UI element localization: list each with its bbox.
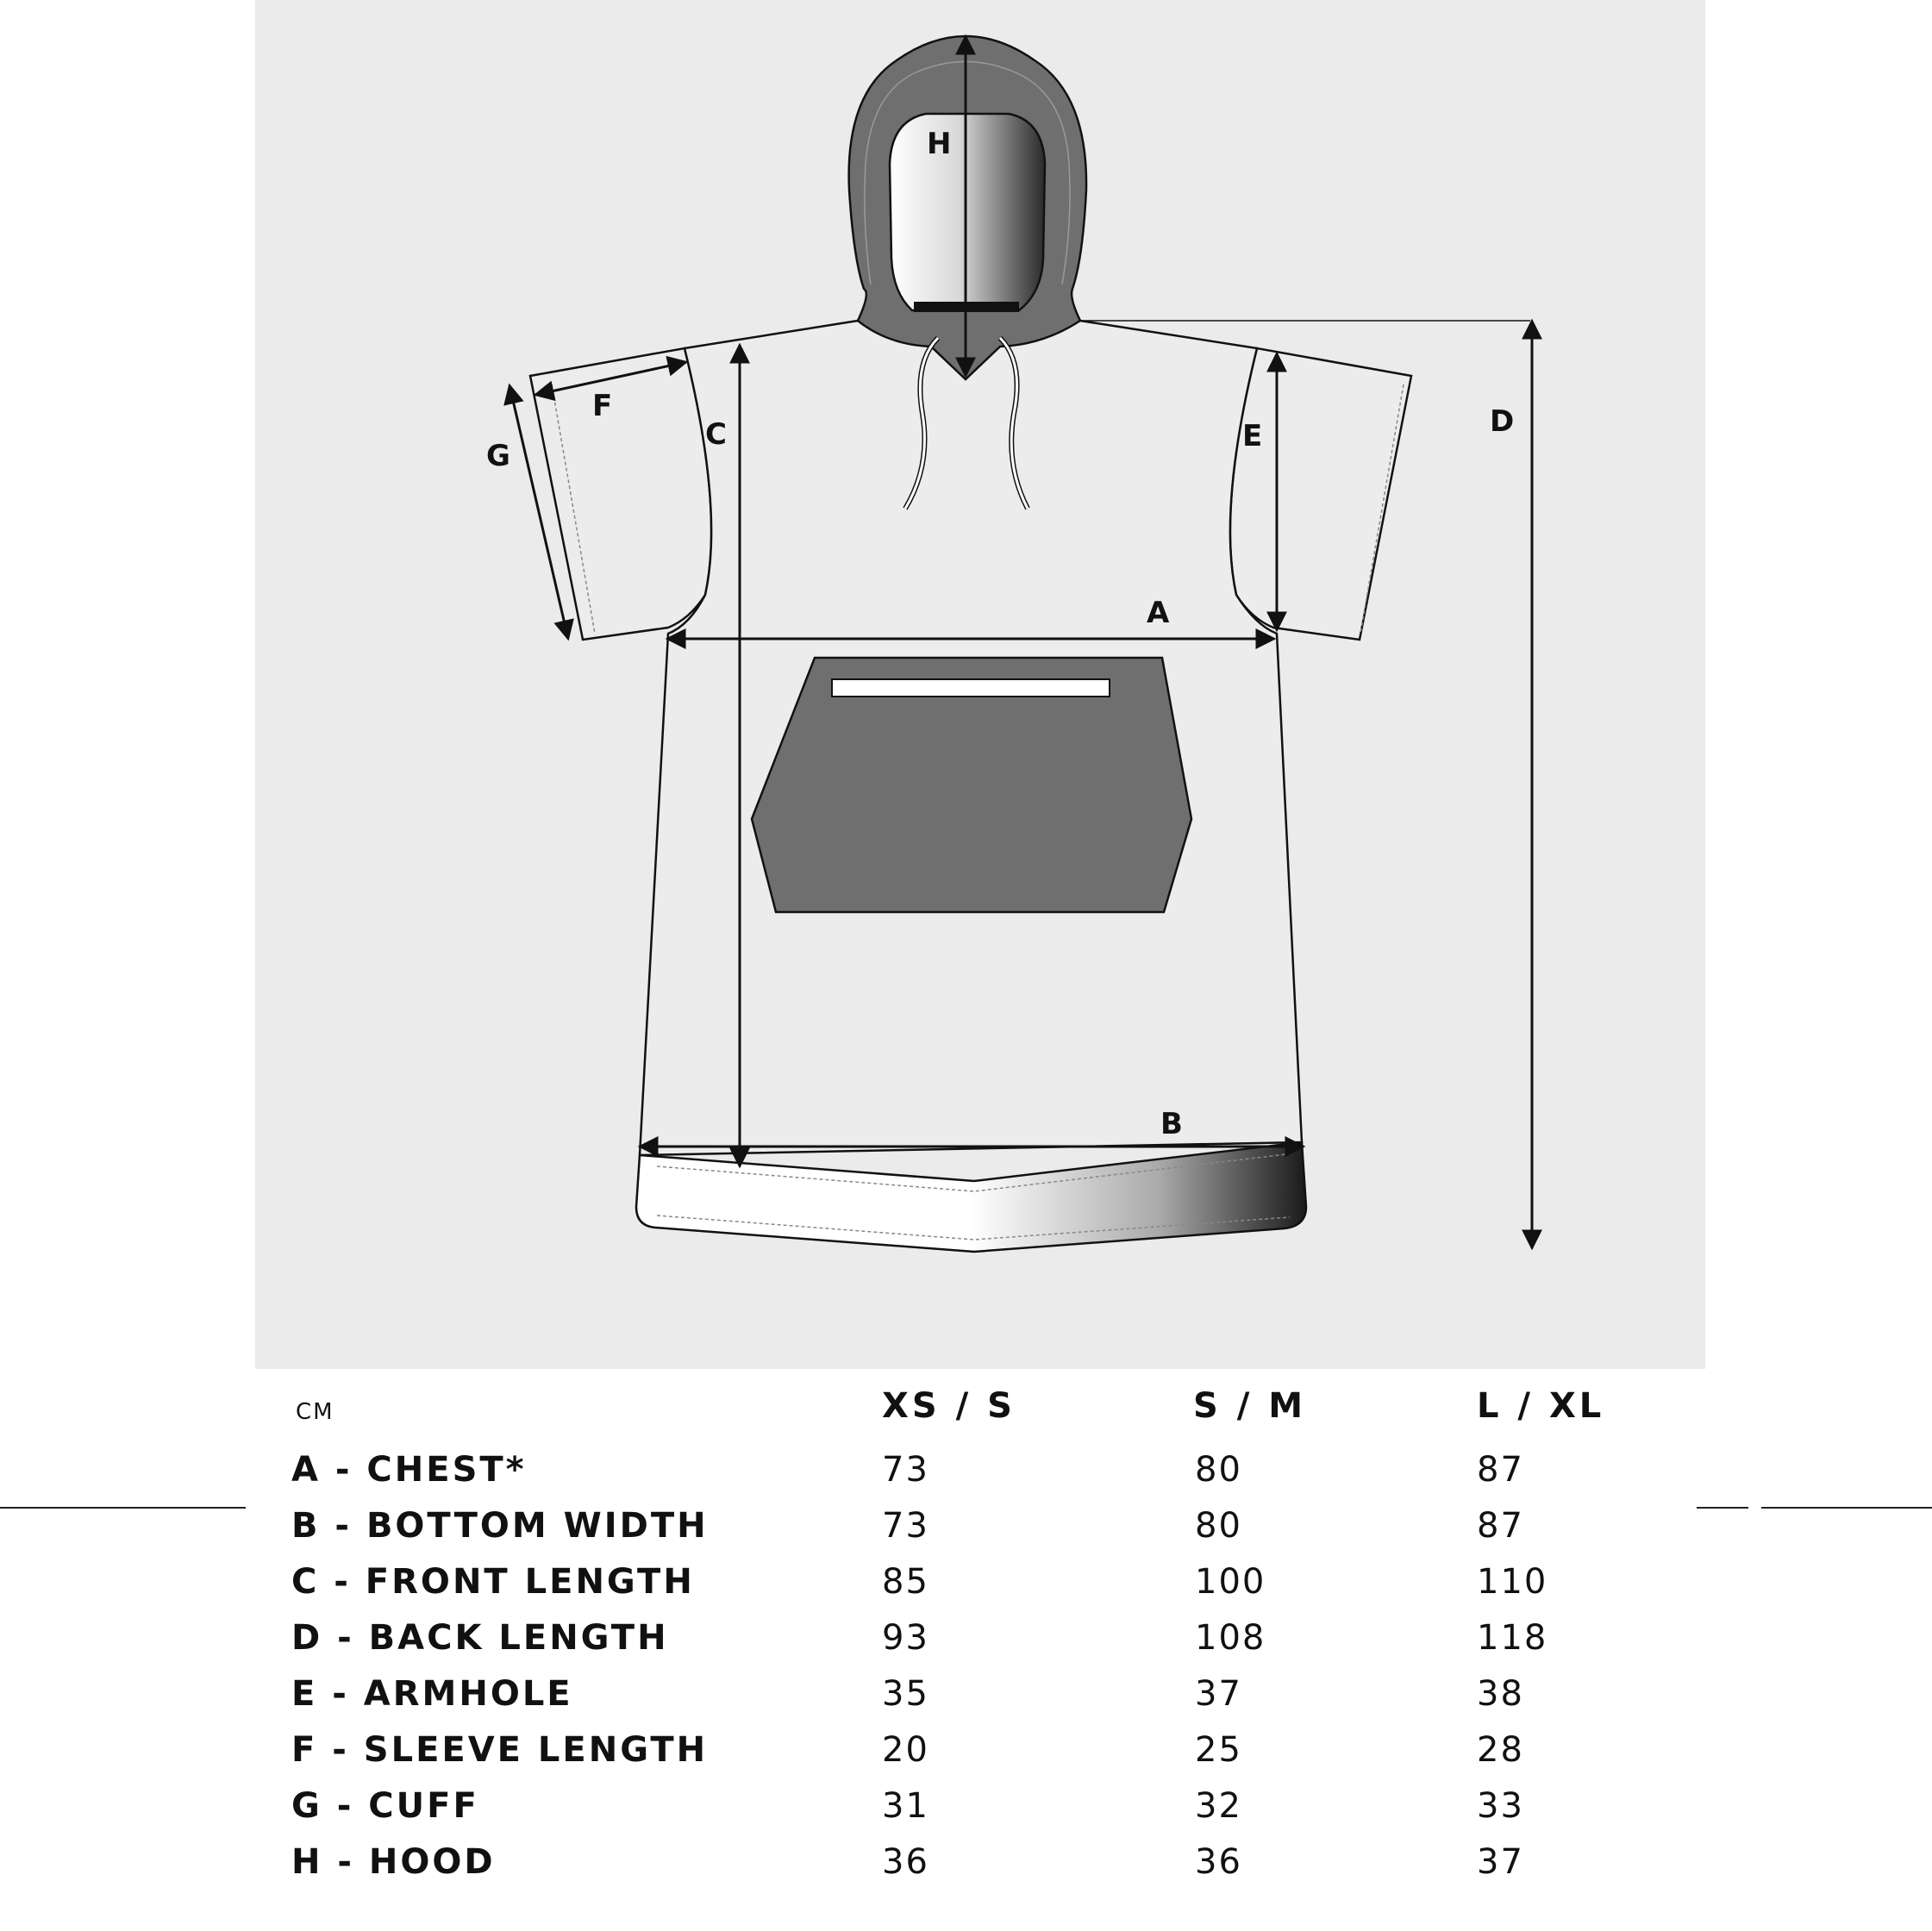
header-s-m: S / M — [1193, 1386, 1307, 1426]
row-value: 28 — [1477, 1730, 1524, 1770]
pocket-zipper — [832, 679, 1110, 697]
row-label: D - BACK LENGTH — [291, 1618, 669, 1658]
row-label: A - CHEST* — [291, 1450, 527, 1490]
kangaroo-pocket — [752, 658, 1191, 912]
row-value: 31 — [882, 1786, 929, 1826]
row-value: 37 — [1477, 1842, 1524, 1882]
row-label: G - CUFF — [291, 1786, 479, 1826]
unit-label: CM — [296, 1399, 335, 1425]
row-value: 32 — [1195, 1786, 1242, 1826]
row-value: 25 — [1195, 1730, 1242, 1770]
row-label: B - BOTTOM WIDTH — [291, 1506, 709, 1546]
row-value: 118 — [1477, 1618, 1548, 1658]
row-value: 110 — [1477, 1562, 1548, 1602]
row-value: 85 — [882, 1562, 929, 1602]
row-value: 100 — [1195, 1562, 1266, 1602]
row-value: 36 — [1195, 1842, 1242, 1882]
label-h: H — [927, 127, 952, 161]
row-value: 35 — [882, 1674, 929, 1714]
header-l-xl: L / XL — [1477, 1386, 1605, 1426]
label-f: F — [592, 389, 613, 423]
row-value: 80 — [1195, 1506, 1242, 1546]
label-a: A — [1147, 596, 1170, 630]
row-value: 73 — [882, 1506, 929, 1546]
label-b: B — [1160, 1107, 1183, 1141]
row-value: 80 — [1195, 1450, 1242, 1490]
row-value: 38 — [1477, 1674, 1524, 1714]
row-value: 73 — [882, 1450, 929, 1490]
row-label: F - SLEEVE LENGTH — [291, 1730, 709, 1770]
row-value: 36 — [882, 1842, 929, 1882]
label-d: D — [1490, 404, 1515, 439]
row-label: E - ARMHOLE — [291, 1674, 573, 1714]
row-value: 93 — [882, 1618, 929, 1658]
row-value: 33 — [1477, 1786, 1524, 1826]
row-label: H - HOOD — [291, 1842, 496, 1882]
face-opening — [890, 114, 1045, 310]
row-value: 87 — [1477, 1450, 1524, 1490]
header-xs-s: XS / S — [882, 1386, 1016, 1426]
row-value: 20 — [882, 1730, 929, 1770]
row-label: C - FRONT LENGTH — [291, 1562, 695, 1602]
label-g: G — [486, 439, 510, 473]
label-c: C — [705, 417, 727, 452]
row-value: 108 — [1195, 1618, 1266, 1658]
label-e: E — [1242, 419, 1263, 453]
row-value: 87 — [1477, 1506, 1524, 1546]
row-value: 37 — [1195, 1674, 1242, 1714]
